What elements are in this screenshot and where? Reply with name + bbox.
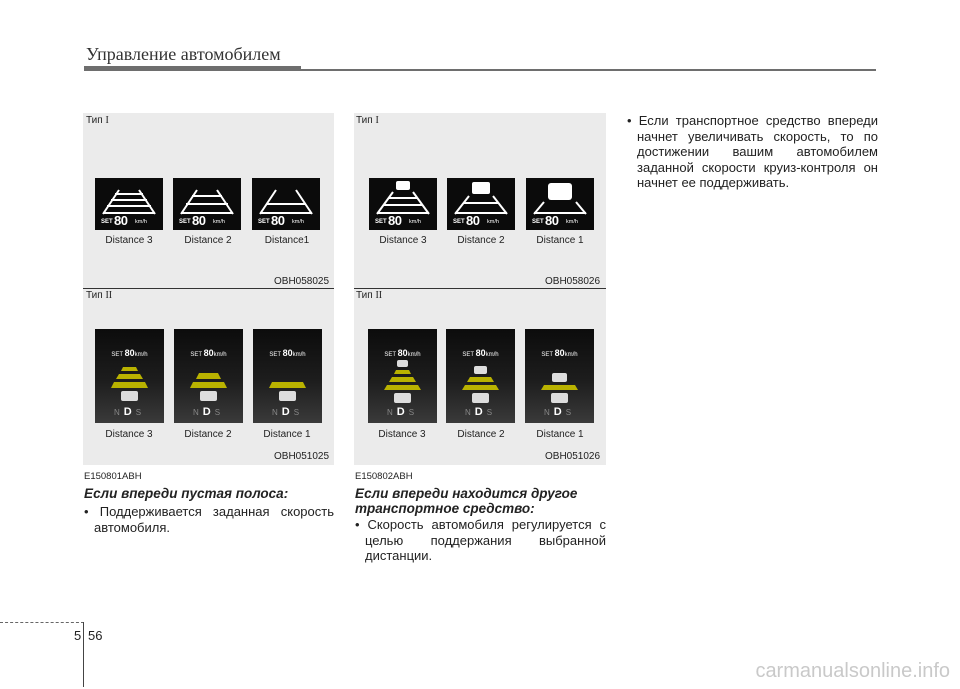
speed-unit: km/h	[564, 352, 578, 358]
section-code: E150802ABH	[355, 471, 413, 482]
gear-indicator: NDS	[464, 406, 497, 418]
speed-unit: km/h	[135, 219, 147, 225]
figure-divider	[83, 288, 334, 289]
speed-unit: km/h	[134, 352, 148, 358]
distance-label: Distance 2	[457, 235, 505, 246]
gear-indicator: NDS	[113, 406, 146, 418]
speed-unit: km/h	[213, 219, 225, 225]
set-speed-value: 80	[203, 348, 214, 358]
cluster-display-left-t1-d1	[252, 178, 320, 230]
cluster-display-left-t2-d2	[174, 329, 243, 423]
set-text: SET	[111, 352, 123, 358]
distance-label: Distance 2	[457, 429, 505, 440]
set-speed-value: 80	[466, 213, 480, 228]
speed-unit: km/h	[566, 219, 578, 225]
type-2-label-left	[86, 290, 112, 301]
type-word: Тип	[86, 115, 103, 126]
cluster-display-left-t1-d3	[95, 178, 163, 230]
gear-indicator: NDS	[543, 406, 576, 418]
watermark-text: carmanualsonline.info	[755, 660, 950, 682]
speed-unit: km/h	[487, 219, 499, 225]
distance-label: Distance 3	[379, 235, 427, 246]
type-roman: I	[105, 115, 109, 126]
set-speed-value: 80	[282, 348, 293, 358]
footer-vertical-rule	[83, 622, 84, 687]
set-speed-value: 80	[124, 348, 135, 358]
set-text: SET	[375, 219, 387, 225]
type-roman: II	[105, 290, 113, 301]
speed-unit: km/h	[485, 352, 499, 358]
set-text: SET	[453, 219, 465, 225]
speed-unit: km/h	[409, 219, 421, 225]
set-speed-value: 80	[397, 348, 408, 358]
set-text: SET	[384, 352, 396, 358]
speed-unit: km/h	[292, 219, 304, 225]
distance-label: Distance 1	[263, 429, 311, 440]
distance-label: Distance 1	[536, 235, 584, 246]
bullet-text: • Если транспортное средство впереди начнет увеличивать скорость, то по достижении вашим автомобилем заданной скорости круиз-контроля он начнет ее поддерживать.	[627, 113, 878, 190]
type-roman: II	[375, 290, 383, 301]
page-number: 56	[88, 628, 103, 643]
figure-code: OBH051026	[545, 451, 601, 462]
speed-unit: km/h	[292, 352, 306, 358]
cluster-display-mid-t1-d3	[369, 178, 437, 230]
speed-unit: km/h	[407, 352, 421, 358]
set-speed-value: 80	[114, 213, 128, 228]
gear-indicator: NDS	[192, 406, 225, 418]
section-code: E150801ABH	[84, 471, 142, 482]
figure-divider	[354, 288, 606, 289]
figure-code: OBH058026	[545, 276, 601, 287]
set-text: SET	[541, 352, 553, 358]
section-number: 5	[74, 628, 82, 643]
type-word: Тип	[86, 290, 103, 301]
distance-label: Distance 2	[184, 429, 232, 440]
bullet-text: • Скорость автомобиля регулируется с целью поддержания выбранной дистанции.	[355, 517, 606, 563]
type-word: Тип	[356, 115, 373, 126]
distance-label: Distance 2	[184, 235, 232, 246]
set-speed-value: 80	[192, 213, 206, 228]
header-rule-thin	[301, 69, 876, 71]
set-speed-value: 80	[475, 348, 486, 358]
set-text: SET	[532, 219, 544, 225]
gear-indicator: NDS	[386, 406, 419, 418]
cluster-display-mid-t1-d2	[447, 178, 515, 230]
set-speed-value: 80	[388, 213, 402, 228]
set-text: SET	[269, 352, 281, 358]
set-speed-value: 80	[271, 213, 285, 228]
cluster-display-mid-t2-d1	[525, 329, 594, 423]
set-speed-value: 80	[545, 213, 559, 228]
type-1-label-middle	[356, 115, 379, 126]
cluster-display-mid-t2-d3	[368, 329, 437, 423]
section-heading: Если впереди пустая полоса:	[84, 486, 289, 501]
figure-code: OBH058025	[274, 276, 330, 287]
distance-label: Distance 3	[378, 429, 426, 440]
cluster-display-left-t2-d3	[95, 329, 164, 423]
cluster-display-mid-t2-d2	[446, 329, 515, 423]
section-heading: Если впереди находится другое транспортное средство:	[355, 486, 578, 516]
distance-label: Distance 3	[105, 235, 153, 246]
set-speed-value: 80	[554, 348, 565, 358]
type-2-label-middle	[356, 290, 382, 301]
bullet-text: • Поддерживается заданная скорость автомобиля.	[84, 504, 334, 535]
type-1-label-left	[86, 115, 109, 126]
set-text: SET	[462, 352, 474, 358]
cluster-display-left-t1-d2	[173, 178, 241, 230]
speed-unit: km/h	[213, 352, 227, 358]
distance-label: Distance 1	[536, 429, 584, 440]
footer-dashed-rule	[0, 622, 84, 623]
type-word: Тип	[356, 290, 373, 301]
cluster-display-left-t2-d1	[253, 329, 322, 423]
type-roman: I	[375, 115, 379, 126]
set-text: SET	[101, 219, 113, 225]
set-text: SET	[179, 219, 191, 225]
set-text: SET	[258, 219, 270, 225]
distance-label: Distance 3	[105, 429, 153, 440]
set-text: SET	[190, 352, 202, 358]
distance-label: Distance1	[264, 235, 310, 246]
header-rule-thick	[84, 66, 301, 71]
figure-code: OBH051025	[274, 451, 330, 462]
gear-indicator: NDS	[271, 406, 304, 418]
page-header-title: Управление автомобилем	[86, 44, 281, 64]
cluster-display-mid-t1-d1	[526, 178, 594, 230]
